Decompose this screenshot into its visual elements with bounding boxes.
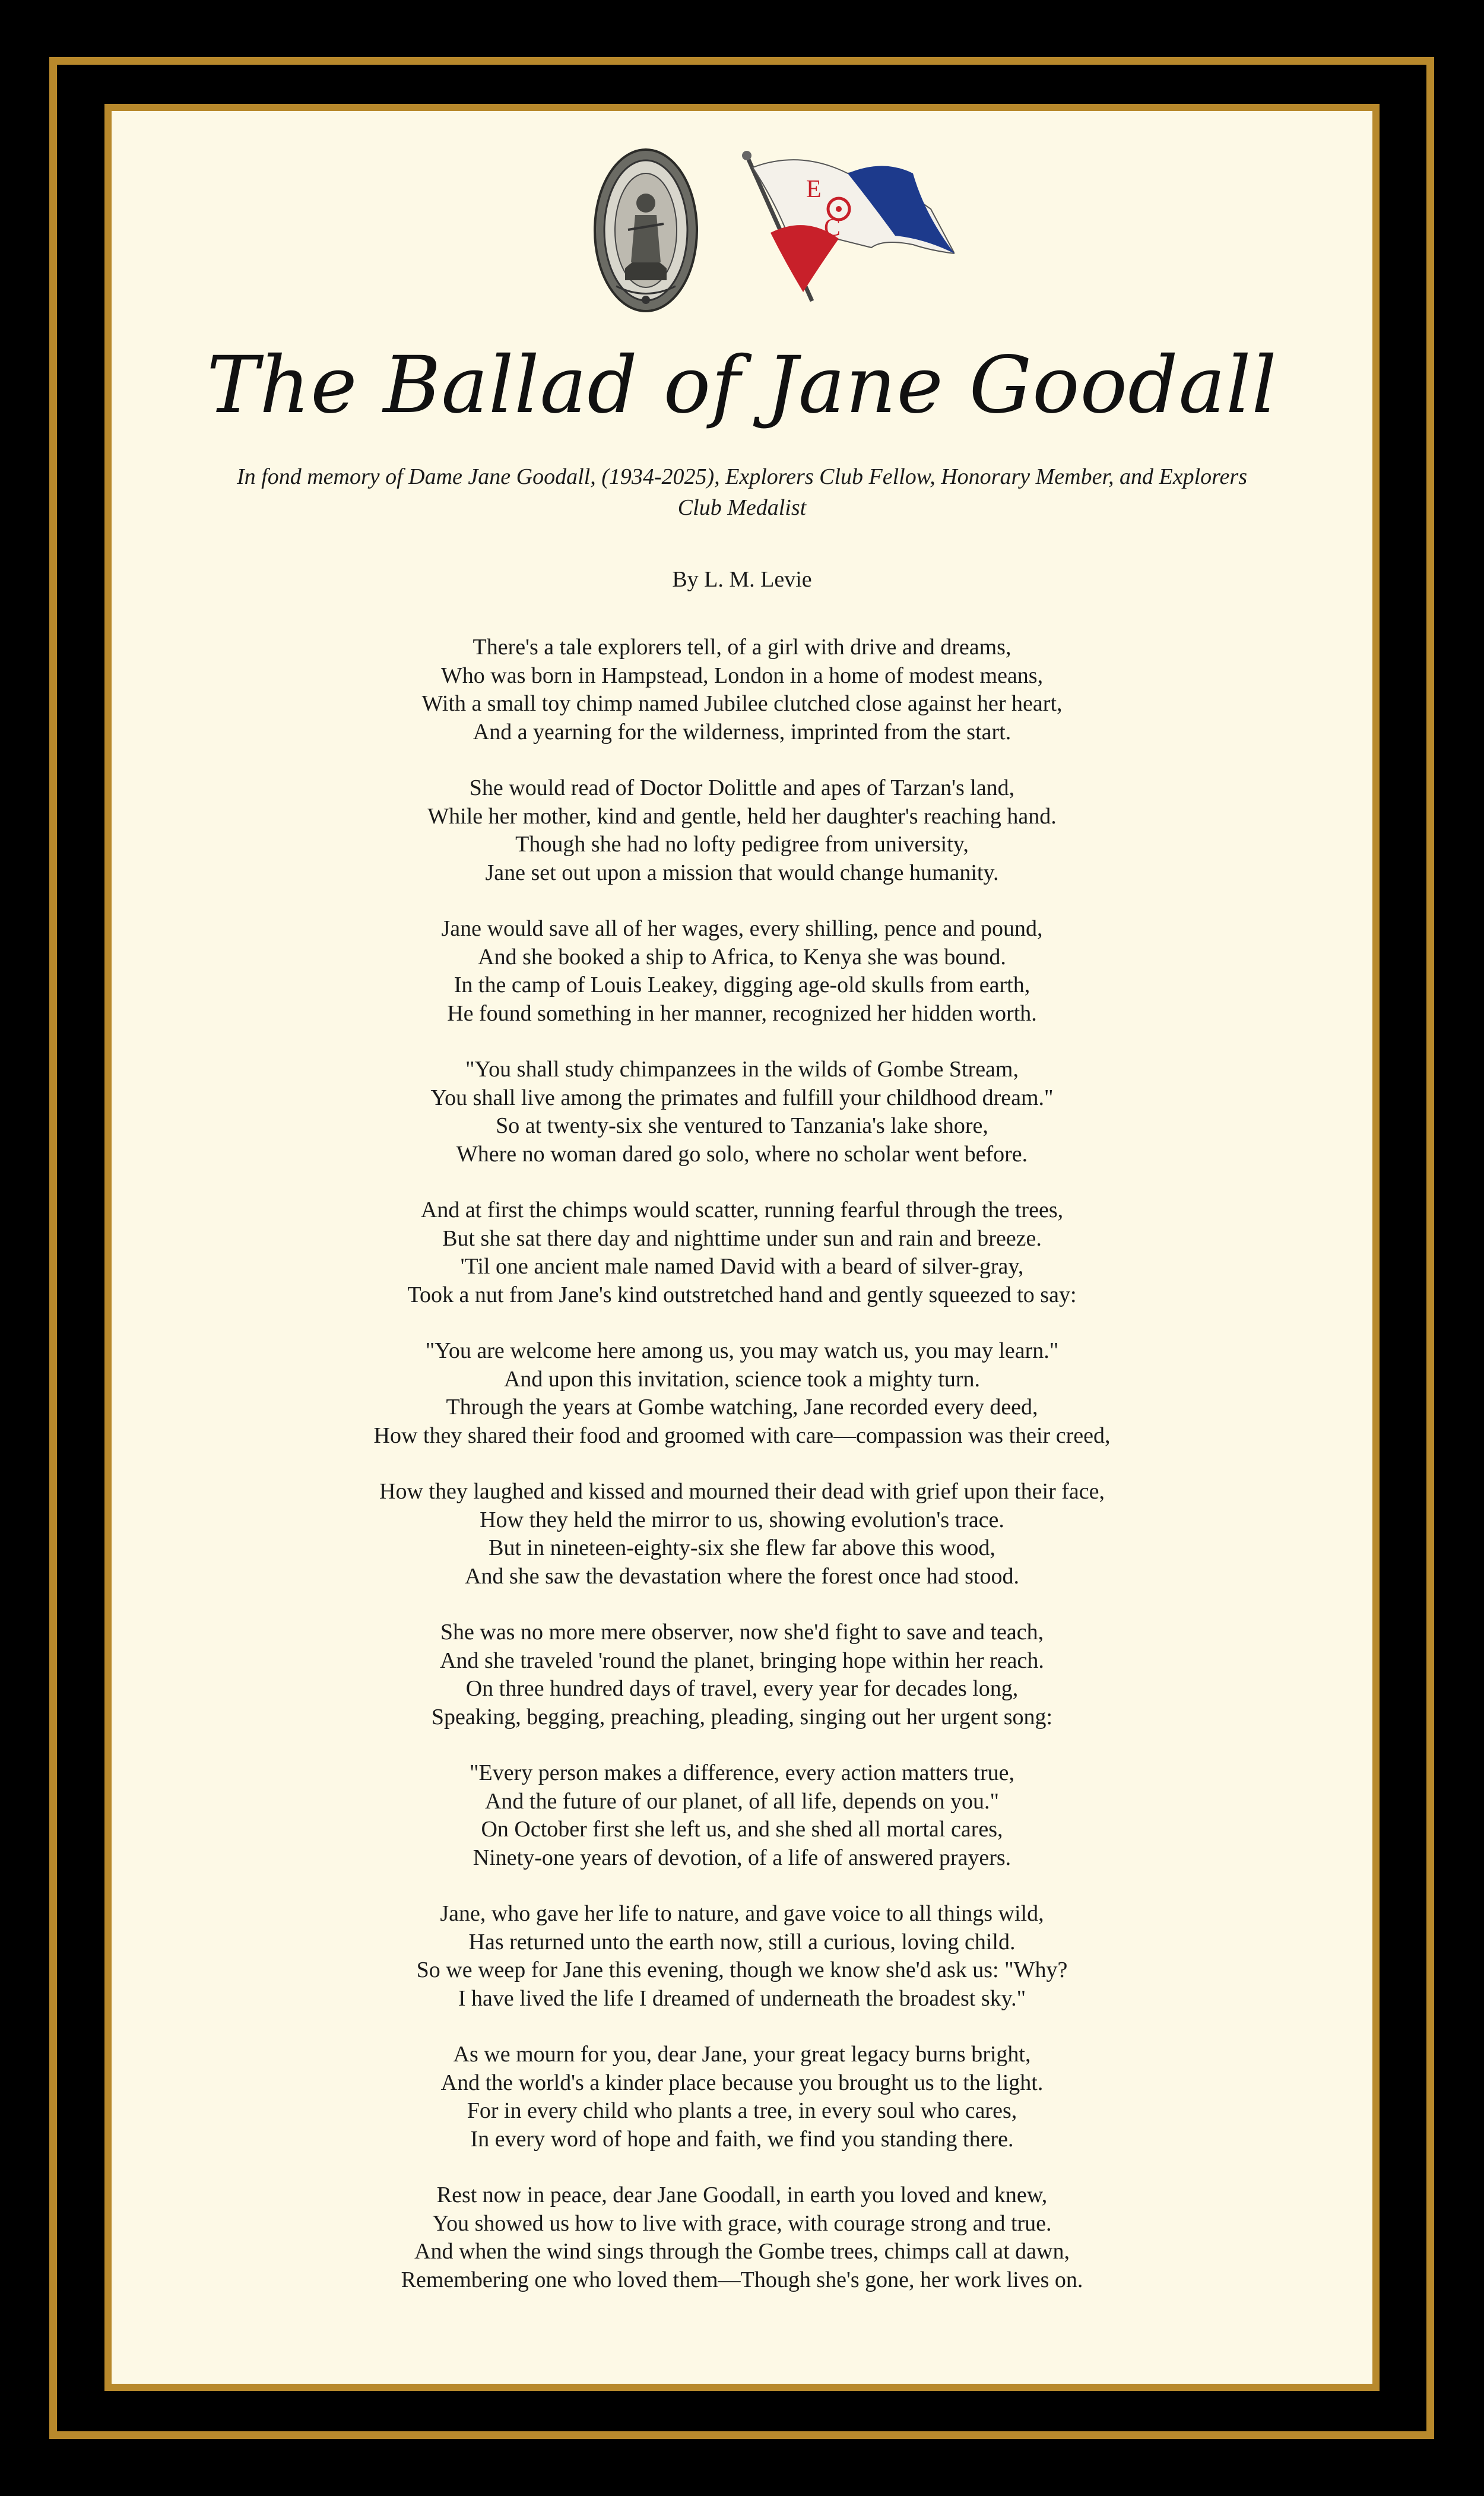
poem-line: Rest now in peace, dear Jane Goodall, in earth you loved and knew, bbox=[436, 2183, 1048, 2207]
poem-line: On three hundred days of travel, every year for decades long, bbox=[465, 1676, 1019, 1701]
poem-title: The Ballad of Jane Goodall bbox=[207, 340, 1277, 431]
poem-page bbox=[112, 111, 1372, 2384]
poem-line: But she sat there day and nighttime under sun and rain and breeze. bbox=[442, 1225, 1042, 1251]
poem-line: "Every person makes a difference, every action matters true, bbox=[470, 1760, 1014, 1785]
poem-line: As we mourn for you, dear Jane, your great legacy burns bright, bbox=[453, 2042, 1031, 2067]
stanza bbox=[112, 1196, 1372, 1309]
poem-line: I have lived the life I dreamed of underneath the broadest sky." bbox=[458, 1985, 1026, 2011]
poem-line: While her mother, kind and gentle, held her daughter's reaching hand. bbox=[427, 803, 1057, 829]
poem-line: 'Til one ancient male named David with a beard of silver-gray, bbox=[460, 1254, 1024, 1279]
poem-line: There's a tale explorers tell, of a girl with drive and dreams, bbox=[473, 635, 1011, 660]
poem-line: Through the years at Gombe watching, Jane recorded every deed, bbox=[446, 1395, 1038, 1420]
poem-line: So at twenty-six she ventured to Tanzania's lake shore, bbox=[496, 1113, 988, 1138]
explorers-club-seal-icon bbox=[592, 147, 699, 314]
poem-line: And upon this invitation, science took a mighty turn. bbox=[503, 1366, 981, 1392]
poem-line: And she saw the devastation where the forest once had stood. bbox=[465, 1563, 1019, 1589]
stanza bbox=[112, 2041, 1372, 2153]
poem-line: He found something in her manner, recognized her hidden worth. bbox=[447, 1000, 1037, 1026]
poem-line: Speaking, begging, preaching, pleading, singing out her urgent song: bbox=[431, 1704, 1053, 1730]
poem-line: She was no more mere observer, now she'd fight to save and teach, bbox=[440, 1620, 1044, 1645]
svg-text:E: E bbox=[806, 176, 822, 203]
poem-body bbox=[112, 633, 1372, 2322]
poem-line: Jane set out upon a mission that would change humanity. bbox=[485, 860, 999, 885]
poem-line: Jane would save all of her wages, every shilling, pence and pound, bbox=[441, 916, 1043, 941]
poem-line: And when the wind sings through the Gombe trees, chimps call at dawn, bbox=[414, 2239, 1070, 2264]
poem-line: With a small toy chimp named Jubilee clutched close against her heart, bbox=[421, 691, 1063, 716]
poem-line: Jane, who gave her life to nature, and gave voice to all things wild, bbox=[440, 1901, 1044, 1926]
byline: By L. M. Levie bbox=[672, 567, 812, 592]
poem-line: Has returned unto the earth now, still a curious, loving child. bbox=[468, 1929, 1016, 1955]
svg-text:C: C bbox=[824, 214, 841, 242]
poem-line: In the camp of Louis Leakey, digging age-old skulls from earth, bbox=[454, 973, 1030, 997]
stanza bbox=[112, 1056, 1372, 1168]
poem-line: And she traveled 'round the planet, bringing hope within her reach. bbox=[440, 1648, 1044, 1673]
poem-line: Where no woman dared go solo, where no scholar went before. bbox=[456, 1141, 1028, 1167]
poem-line: Ninety-one years of devotion, of a life of answered prayers. bbox=[473, 1845, 1011, 1870]
poem-line: And she booked a ship to Africa, to Kenya she was bound. bbox=[478, 944, 1006, 970]
poem-line: How they shared their food and groomed with care—compassion was their creed, bbox=[373, 1423, 1111, 1448]
poem-line: How they held the mirror to us, showing evolution's trace. bbox=[480, 1507, 1004, 1532]
poem-line: Though she had no lofty pedigree from university, bbox=[515, 832, 969, 857]
poem-line: She would read of Doctor Dolittle and apes of Tarzan's land, bbox=[469, 775, 1015, 800]
stanza bbox=[112, 633, 1372, 746]
dedication: In fond memory of Dame Jane Goodall, (1934-2025), Explorers Club Fellow, Honorary Member, and Explorers Club Medalist bbox=[236, 464, 1247, 520]
stanza bbox=[112, 1900, 1372, 2013]
stanza bbox=[112, 2181, 1372, 2294]
poem-line: "You shall study chimpanzees in the wilds of Gombe Stream, bbox=[465, 1057, 1019, 1082]
logo-row bbox=[112, 147, 1372, 319]
stanza bbox=[112, 1337, 1372, 1450]
explorers-club-flag-icon bbox=[735, 150, 955, 304]
poem-line: How they laughed and kissed and mourned their dead with grief upon their face, bbox=[379, 1479, 1105, 1504]
stanza bbox=[112, 915, 1372, 1028]
poem-line: You shall live among the primates and fulfill your childhood dream." bbox=[430, 1085, 1054, 1110]
poem-line: And the future of our planet, of all life, depends on you." bbox=[484, 1788, 1000, 1814]
stanza bbox=[112, 1478, 1372, 1591]
poem-line: On October first she left us, and she shed all mortal cares, bbox=[481, 1817, 1003, 1842]
poem-line: Who was born in Hampstead, London in a home of modest means, bbox=[440, 663, 1044, 688]
poem-line: "You are welcome here among us, you may watch us, you may learn." bbox=[425, 1338, 1059, 1363]
poem-line: You showed us how to live with grace, with courage strong and true. bbox=[432, 2210, 1052, 2236]
poem-line: For in every child who plants a tree, in every soul who cares, bbox=[467, 2098, 1017, 2123]
poem-line: But in nineteen-eighty-six she flew far above this wood, bbox=[489, 1535, 995, 1560]
stanza bbox=[112, 774, 1372, 887]
poem-line: Took a nut from Jane's kind outstretched hand and gently squeezed to say: bbox=[407, 1282, 1077, 1307]
poem-line: And at first the chimps would scatter, running fearful through the trees, bbox=[420, 1198, 1064, 1222]
poem-line: And a yearning for the wilderness, imprinted from the start. bbox=[473, 719, 1011, 745]
stanza bbox=[112, 1618, 1372, 1731]
poem-line: In every word of hope and faith, we find you standing there. bbox=[470, 2126, 1014, 2152]
poem-line: And the world's a kinder place because you brought us to the light. bbox=[440, 2070, 1044, 2095]
poem-line: So we weep for Jane this evening, though we know she'd ask us: "Why? bbox=[416, 1957, 1068, 1982]
stanza bbox=[112, 1759, 1372, 1872]
poem-line: Remembering one who loved them—Though she's gone, her work lives on. bbox=[401, 2267, 1083, 2292]
